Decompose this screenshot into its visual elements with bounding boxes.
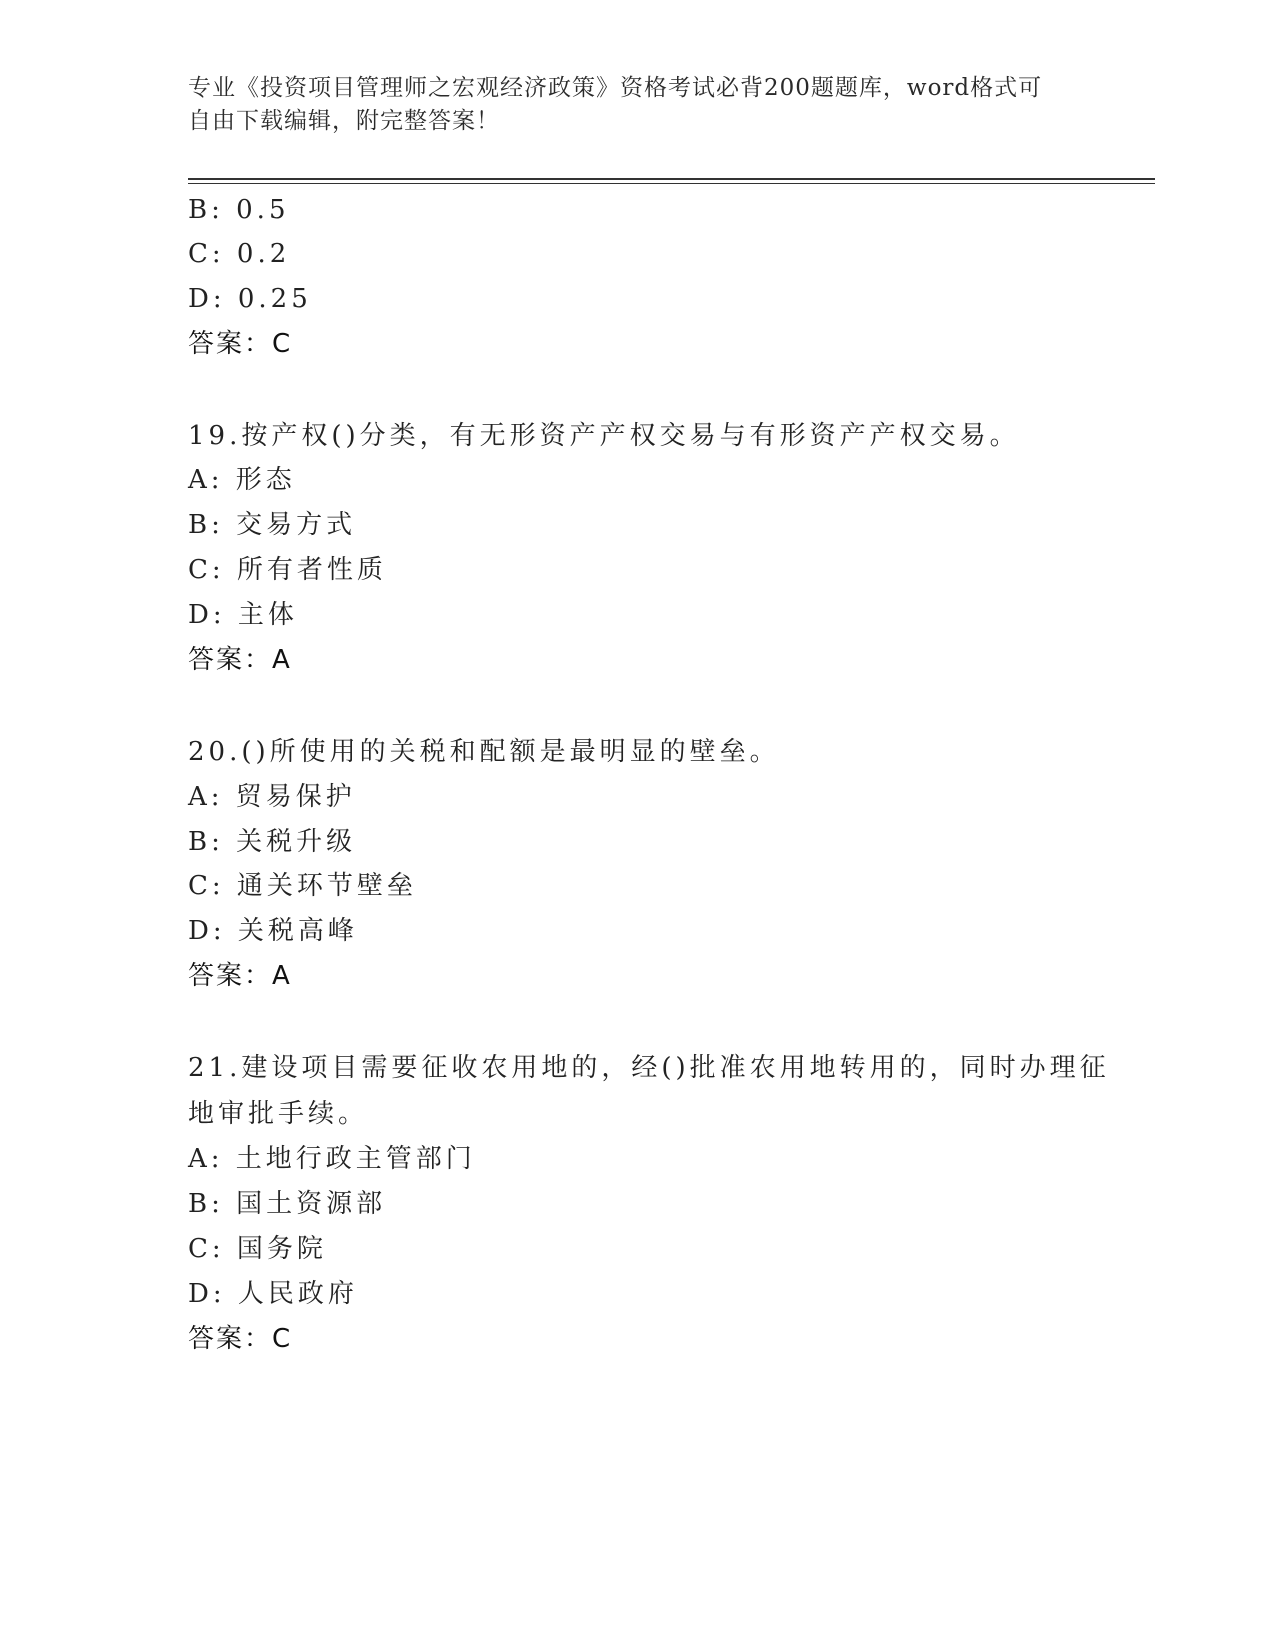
q21-question-line-1: 21.建设项目需要征收农用地的，经()批准农用地转用的，同时办理征 — [188, 1053, 1110, 1083]
q18-option-c: C: 0.2 — [188, 239, 291, 269]
q19-option-c: C: 所有者性质 — [188, 555, 387, 585]
q18-option-b: B: 0.5 — [188, 195, 290, 225]
q18-option-d: D: 0.25 — [188, 284, 312, 314]
header-line-1: 专业《投资项目管理师之宏观经济政策》资格考试必背200题题库，word格式可 — [188, 75, 1043, 101]
q21-answer: 答案：C — [188, 1324, 293, 1354]
q20-answer: 答案：A — [188, 961, 292, 991]
header-rule-thick — [188, 178, 1155, 180]
q19-answer: 答案：A — [188, 645, 292, 675]
header-line-2: 自由下载编辑，附完整答案！ — [188, 108, 500, 134]
q19-question: 19.按产权()分类，有无形资产产权交易与有形资产产权交易。 — [188, 421, 1020, 451]
q19-option-b: B: 交易方式 — [188, 510, 357, 540]
q20-option-a: A: 贸易保护 — [188, 782, 356, 812]
document-header — [188, 72, 1088, 138]
q21-option-d: D: 人民政府 — [188, 1279, 358, 1309]
q21-option-b: B: 国土资源部 — [188, 1189, 387, 1219]
q19-option-d: D: 主体 — [188, 600, 298, 630]
q21-option-c: C: 国务院 — [188, 1234, 327, 1264]
q21-question-line-2: 地审批手续。 — [188, 1099, 369, 1129]
q20-option-b: B: 关税升级 — [188, 827, 357, 857]
q20-question: 20.()所使用的关税和配额是最明显的壁垒。 — [188, 737, 780, 767]
q18-answer: 答案：C — [188, 329, 293, 359]
q21-option-a: A: 土地行政主管部门 — [188, 1144, 476, 1174]
q20-option-c: C: 通关环节壁垒 — [188, 871, 417, 901]
q19-option-a: A: 形态 — [188, 465, 296, 495]
header-rule-thin — [188, 183, 1155, 184]
q20-option-d: D: 关税高峰 — [188, 916, 358, 946]
